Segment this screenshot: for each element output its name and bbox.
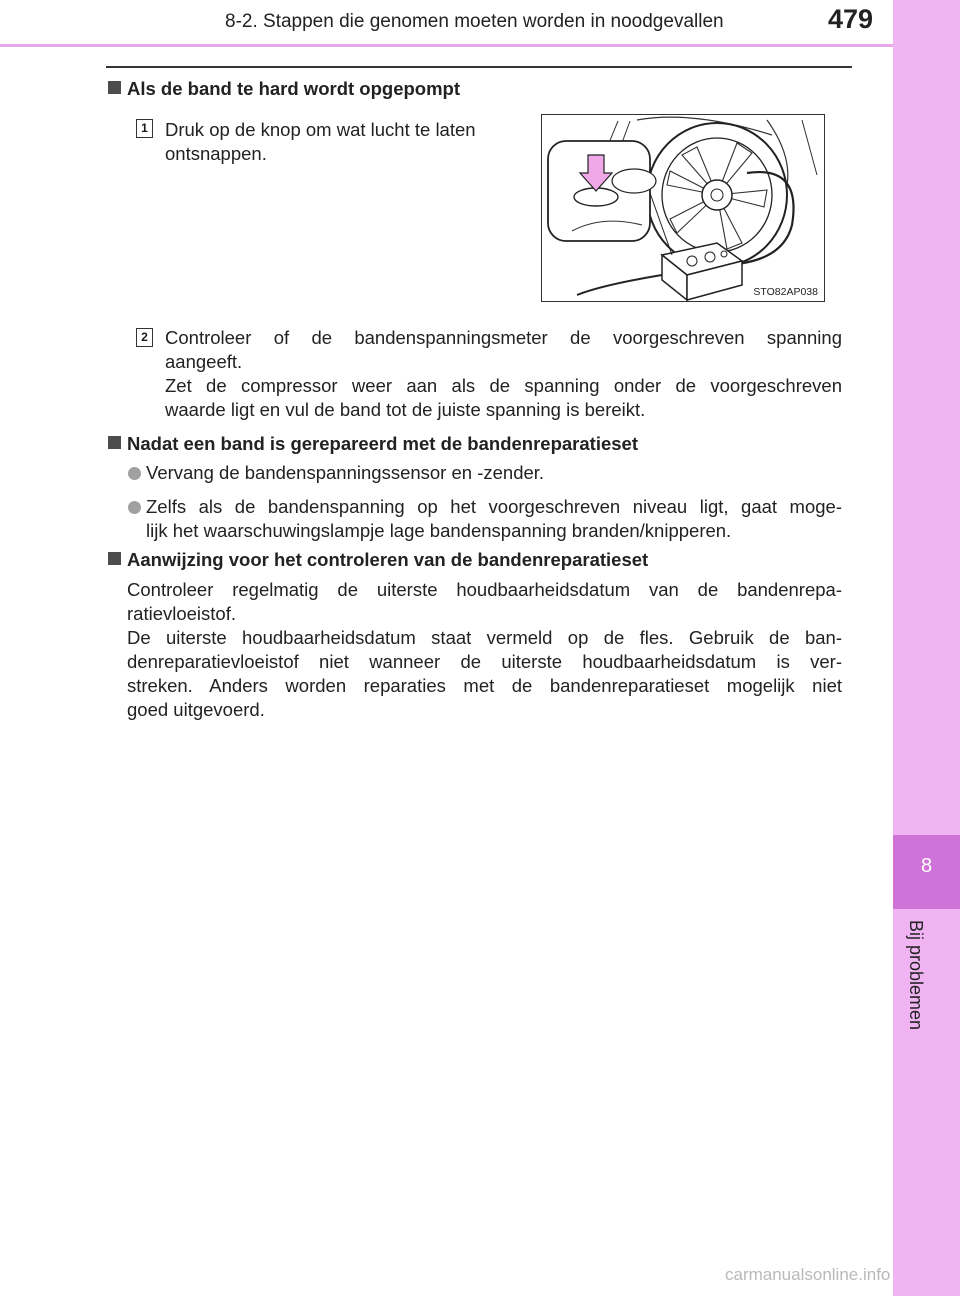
paragraph-line: goed uitgevoerd. (127, 699, 265, 720)
paragraph-line: streken. Anders worden reparaties met de bandenreparatieset mogelijk niet (127, 675, 842, 696)
header-title: 8-2. Stappen die genomen moeten worden in noodgevallen (225, 11, 724, 32)
bullet-text (146, 495, 842, 543)
paragraph-line: denreparatievloeistof niet wanneer de uiterste houdbaarheidsdatum is ver- (127, 651, 842, 672)
heading-text: Nadat een band is gerepareerd met de bandenreparatieset (127, 433, 638, 454)
step-badge-1: 1 (136, 119, 153, 138)
figure-compressor (541, 114, 825, 302)
step2-line: Zet de compressor weer aan als de spanning onder de voorgeschreven (165, 375, 842, 396)
step1-line: ontsnappen. (165, 143, 267, 164)
bullet-line: lijk het waarschuwingslampje lage bandenspanning branden/knipperen. (146, 520, 732, 541)
heading-check-kit (108, 549, 648, 571)
bullet-text: Vervang de bandenspanningssensor en -zender. (146, 462, 545, 483)
step1-text (165, 118, 525, 166)
square-bullet-icon (108, 81, 121, 94)
chapter-label: Bij problemen (906, 920, 926, 1031)
paragraph-line: Controleer regelmatig de uiterste houdbaarheidsdatum van de bandenrepa- (127, 579, 842, 600)
chapter-tab (893, 835, 960, 909)
heading-overinflated (108, 78, 460, 100)
step2-line: aangeeft. (165, 351, 243, 372)
step2-text (165, 326, 842, 422)
section-rule (106, 66, 852, 68)
step-badge-2: 2 (136, 328, 153, 347)
page-number: 479 (828, 4, 874, 34)
paragraph-line: De uiterste houdbaarheidsdatum staat vermeld op de fles. Gebruik de ban- (127, 627, 842, 648)
check-kit-text (127, 578, 842, 722)
sidebar-top (893, 0, 960, 835)
sidebar-bottom (893, 909, 960, 1296)
bullet-line: Zelfs als de bandenspanning op het voorgeschreven niveau ligt, gaat moge- (146, 496, 842, 517)
figure-code: STO82AP038 (753, 286, 818, 298)
compressor-illustration (542, 115, 824, 301)
heading-text: Als de band te hard wordt opgepompt (127, 78, 460, 99)
heading-text: Aanwijzing voor het controleren van de bandenreparatieset (127, 549, 649, 570)
chapter-number: 8 (920, 855, 933, 877)
round-bullet-icon (128, 501, 141, 514)
round-bullet-icon (128, 467, 141, 480)
header-rule (0, 44, 893, 47)
square-bullet-icon (108, 436, 121, 449)
step1-line: Druk op de knop om wat lucht te laten (165, 119, 476, 140)
step2-line: waarde ligt en vul de band tot de juiste spanning is bereikt. (165, 399, 646, 420)
square-bullet-icon (108, 552, 121, 565)
heading-after-repair (108, 433, 638, 455)
watermark: carmanualsonline.info (725, 1265, 891, 1284)
step2-line: Controleer of de bandenspanningsmeter de voorgeschreven spanning (165, 327, 842, 348)
paragraph-line: ratievloeistof. (127, 603, 236, 624)
